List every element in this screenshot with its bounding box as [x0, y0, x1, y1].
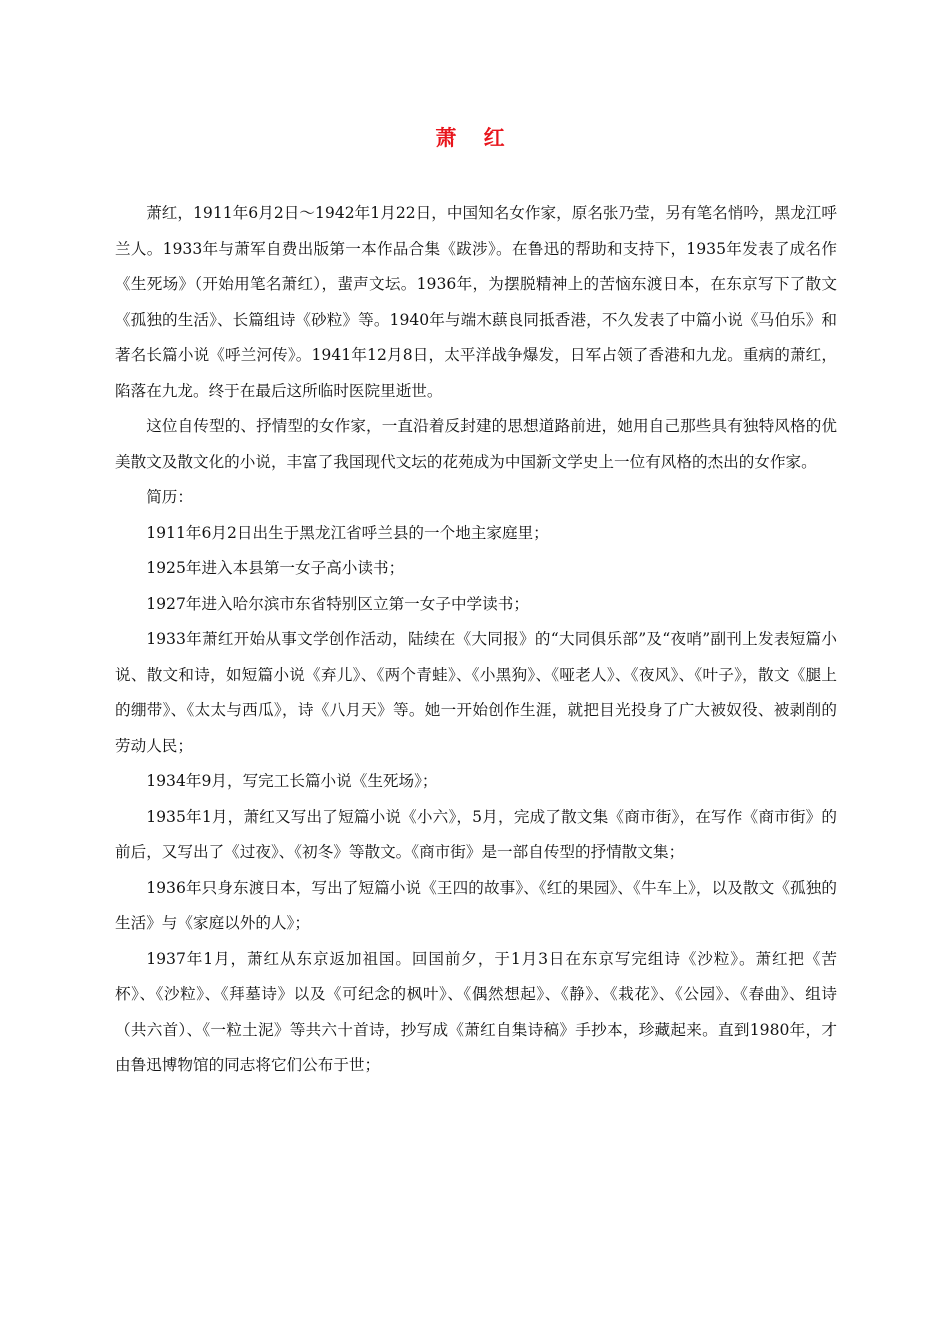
paragraph-biography-intro: 萧红，1911年6月2日～1942年1月22日，中国知名女作家，原名张乃莹，另有笔名悄吟，黑龙江呼兰人。1933年与萧军自费出版第一本作品合集《跋涉》。在鲁迅的帮助和支持下，1935年发表了成名作《生死场》（开始用笔名萧红），蜚声文坛。1936年，为摆脱精神上的苦恼东渡日本，在东京写下了散文《孤独的生活》、长篇组诗《砂粒》等。1940年与端木蕻良同抵香港，不久发表了中篇小说《马伯乐》和著名长篇小说《呼兰河传》。1941年12月8日，太平洋战争爆发，日军占领了香港和九龙。重病的萧红，陷落在九龙。终于在最后这所临时医院里逝世。: [115, 204, 837, 400]
paragraph-1934: 1934年9月，写完工长篇小说《生死场》；: [146, 772, 438, 790]
paragraph-1933: 1933年萧红开始从事文学创作活动，陆续在《大同报》的“大同俱乐部”及“夜哨”副刊上发表短篇小说、散文和诗，如短篇小说《弃儿》、《两个青蛙》、《小黑狗》、《哑老人》、《夜风》、《叶子》，散文《腿上的绷带》、《太太与西瓜》，诗《八月天》等。她一开始创作生涯，就把目光投身了广大被奴役、被剥削的劳动人民；: [115, 630, 837, 755]
paragraph-1935: 1935年1月，萧红又写出了短篇小说《小六》，5月，完成了散文集《商市街》，在写作《商市街》的前后，又写出了《过夜》、《初冬》等散文。《商市街》是一部自传型的抒情散文集；: [115, 807, 837, 861]
paragraph-evaluation: 这位自传型的、抒情型的女作家，一直沿着反封建的思想道路前进，她用自己那些具有独特风格的优美散文及散文化的小说，丰富了我国现代文坛的花苑成为中国新文学史上一位有风格的杰出的女作家。: [115, 417, 837, 471]
paragraph-1911: 1911年6月2日出生于黑龙江省呼兰县的一个地主家庭里；: [146, 523, 549, 542]
paragraph-resume-heading: 简历：: [146, 488, 193, 506]
paragraph-1927: 1927年进入哈尔滨市东省特别区立第一女子中学读书；: [146, 594, 529, 613]
paragraph-1925: 1925年进入本县第一女子高小读书；: [146, 559, 405, 577]
paragraph-1936: 1936年只身东渡日本，写出了短篇小说《王四的故事》、《红的果园》、《牛车上》，以及散文《孤独的生活》与《家庭以外的人》；: [115, 878, 837, 932]
document-title: 萧 红: [435, 126, 515, 150]
document-body: [115, 196, 837, 1084]
paragraph-1937: 1937年1月，萧红从东京返加祖国。回国前夕，于1月3日在东京写完组诗《沙粒》。萧红把《苦杯》、《沙粒》、《拜墓诗》以及《可纪念的枫叶》、《偶然想起》、《静》、《栽花》、《公园》、《春曲》、组诗（共六首）、《一粒土泥》等共六十首诗，抄写成《萧红自集诗稿》手抄本，珍藏起来。直到1980年，才由鲁迅博物馆的同志将它们公布于世；: [115, 949, 837, 1074]
